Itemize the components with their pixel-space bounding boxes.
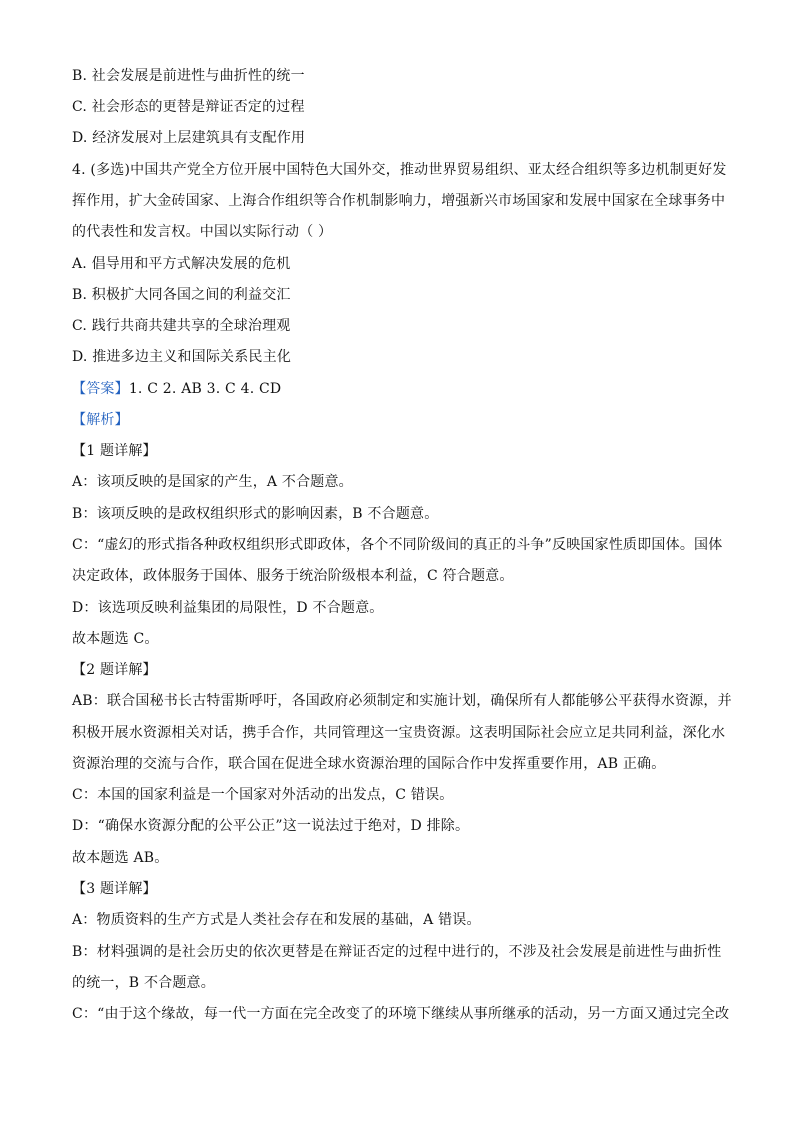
section-2-ab-line-2: 积极开展水资源相关对话，携手合作，共同管理这一宝贵资源。这表明国际社会应立足共同利益，深化水: [72, 725, 726, 741]
question-4-line-1: 4. (多选)中国共产党全方位开展中国特色大国外交，推动世界贸易组织、亚太经合组织等多边机制更好发: [72, 162, 727, 178]
section-3-b-line-1: B：材料强调的是社会历史的依次更替是在辩证否定的过程中进行的，不涉及社会发展是前进性与曲折性: [72, 944, 722, 960]
option-3d: D. 经济发展对上层建筑具有支配作用: [72, 130, 306, 146]
section-3-heading: 【3 题详解】: [72, 881, 157, 897]
answer-line: [72, 379, 281, 399]
section-2-ab-line-1: AB：联合国秘书长古特雷斯呼吁，各国政府必须制定和实施计划，确保所有人都能够公平获得水资源，并: [72, 693, 732, 709]
answer-text: 1. C 2. AB 3. C 4. CD: [128, 381, 282, 397]
section-1-c-line-1: C：“虚幻的形式指各种政权组织形式即政体，各个不同阶级间的真正的斗争”反映国家性质即国体。国体: [72, 537, 723, 553]
section-1-d: D：该选项反映利益集团的局限性，D 不合题意。: [72, 600, 384, 616]
section-1-heading: 【1 题详解】: [72, 443, 157, 459]
section-1-c-line-2: 决定政体，政体服务于国体、服务于统治阶级根本利益，C 符合题意。: [72, 568, 514, 584]
option-3b: B. 社会发展是前进性与曲折性的统一: [72, 68, 305, 84]
option-3c: C. 社会形态的更替是辩证否定的过程: [72, 99, 305, 115]
analysis-label: 【解析】: [72, 412, 129, 428]
option-4d: D. 推进多边主义和国际关系民主化: [72, 349, 292, 365]
section-2-heading: 【2 题详解】: [72, 662, 157, 678]
section-1-b: B：该项反映的是政权组织形式的影响因素，B 不合题意。: [72, 506, 439, 522]
section-3-a: A：物质资料的生产方式是人类社会存在和发展的基础，A 错误。: [72, 912, 481, 928]
section-3-c-line-1: C：“由于这个缘故，每一代一方面在完全改变了的环境下继续从事所继承的活动，另一方面又通过完全改: [72, 1006, 730, 1022]
question-4-line-3: 的代表性和发言权。中国以实际行动（ ）: [72, 224, 333, 240]
section-1-a: A：该项反映的是国家的产生，A 不合题意。: [72, 474, 353, 490]
section-2-ab-line-3: 资源治理的交流与合作，联合国在促进全球水资源治理的国际合作中发挥重要作用，AB 正确。: [72, 756, 666, 772]
section-3-b-line-2: 的统一，B 不合题意。: [72, 975, 215, 991]
section-2-conclusion: 故本题选 AB。: [72, 850, 169, 866]
section-2-d: D：“确保水资源分配的公平公正”这一说法过于绝对，D 排除。: [72, 818, 470, 834]
question-4-line-2: 挥作用，扩大金砖国家、上海合作组织等合作机制影响力，增强新兴市场国家和发展中国家在全球事务中: [72, 193, 726, 209]
section-2-c: C：本国的国家利益是一个国家对外活动的出发点，C 错误。: [72, 787, 454, 803]
option-4a: A. 倡导用和平方式解决发展的危机: [72, 256, 291, 272]
option-4b: B. 积极扩大同各国之间的利益交汇: [72, 287, 291, 303]
answer-label: 【答案】: [72, 381, 129, 397]
option-4c: C. 践行共商共建共享的全球治理观: [72, 318, 291, 334]
section-1-conclusion: 故本题选 C。: [72, 631, 159, 647]
